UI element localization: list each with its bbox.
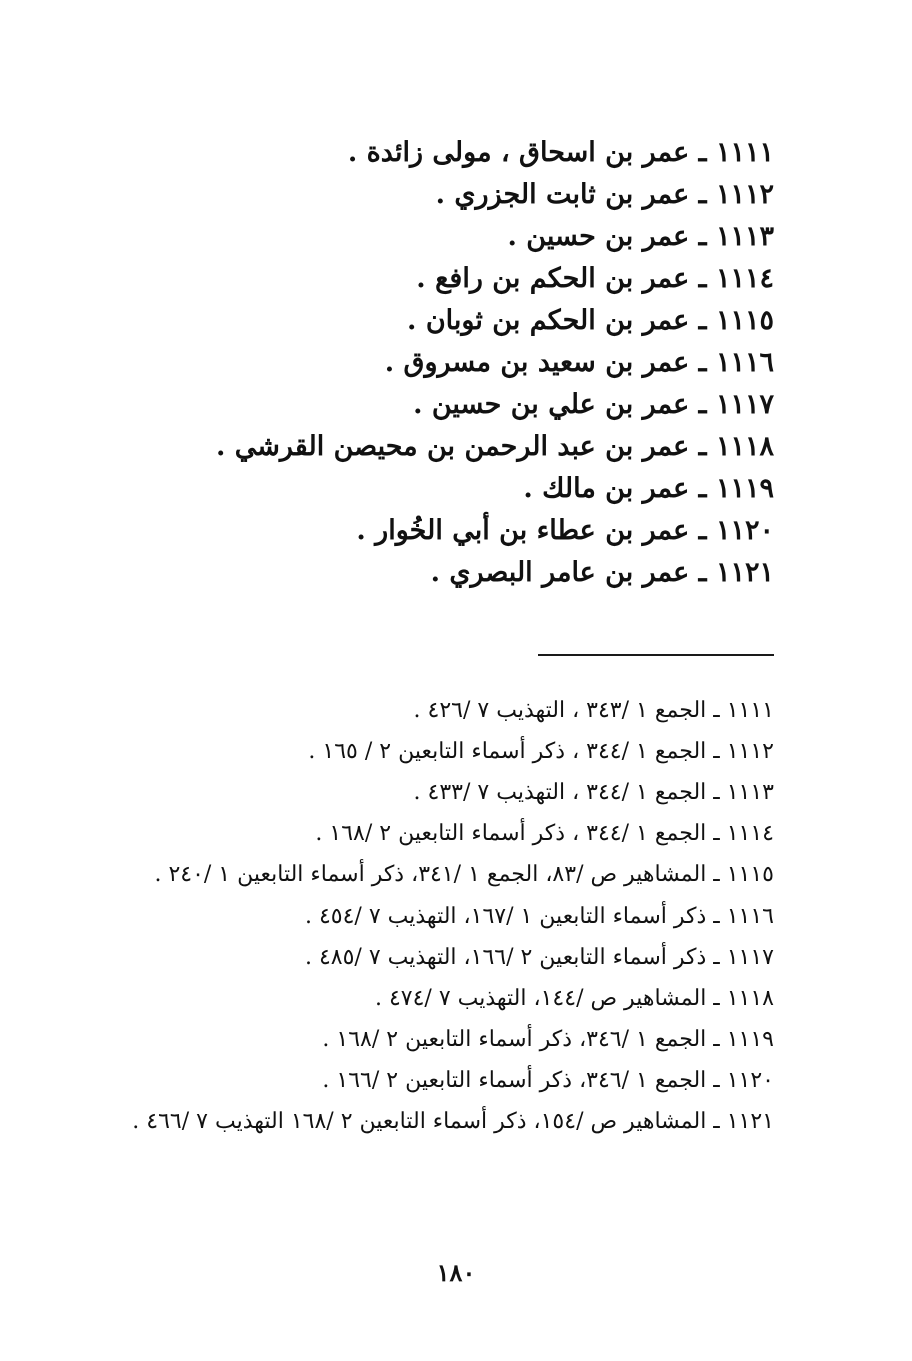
entry-line: ١١٢٠ ـ عمر بن عطاء بن أبي الخُوار . xyxy=(356,515,774,546)
footnote-line: ١١١٩ ـ الجمع ١ /٣٤٦، ذكر أسماء التابعين ٢ /١٦٨ . xyxy=(322,1027,774,1052)
entry-line: ١١١٢ ـ عمر بن ثابت الجزري . xyxy=(435,179,774,210)
entry-line: ١١٢١ ـ عمر بن عامر البصري . xyxy=(430,557,774,588)
entry-line: ١١١٣ ـ عمر بن حسين . xyxy=(507,221,774,252)
entry-line: ١١١٦ ـ عمر بن سعيد بن مسروق . xyxy=(384,347,774,378)
footnote-line: ١١١٨ ـ المشاهير ص /١٤٤، التهذيب ٧ /٤٧٤ . xyxy=(374,986,774,1011)
footnote-line: ١١١٤ ـ الجمع ١ /٣٤٤ ، ذكر أسماء التابعين ٢ /١٦٨ . xyxy=(315,821,774,846)
entry-line: ١١١٤ ـ عمر بن الحكم بن رافع . xyxy=(416,263,774,294)
entry-line: ١١١٧ ـ عمر بن علي بن حسين . xyxy=(413,389,774,420)
page-number: ١٨٠ xyxy=(436,1258,476,1287)
entry-line: ١١١٨ ـ عمر بن عبد الرحمن بن محيصن القرشي . xyxy=(215,431,774,462)
footnote-line: ١١١٧ ـ ذكر أسماء التابعين ٢ /١٦٦، التهذيب ٧ /٤٨٥ . xyxy=(304,945,774,970)
footnote-line: ١١١١ ـ الجمع ١ /٣٤٣ ، التهذيب ٧ /٤٢٦ . xyxy=(413,698,774,723)
entry-line: ١١١٥ ـ عمر بن الحكم بن ثوبان . xyxy=(407,305,774,336)
footnote-line: ١١٢١ ـ المشاهير ص /١٥٤، ذكر أسماء التابعين ٢ /١٦٨ التهذيب ٧ /٤٦٦ . xyxy=(132,1109,774,1134)
footnote-separator xyxy=(538,654,774,656)
footnote-line: ١١١٦ ـ ذكر أسماء التابعين ١ /١٦٧، التهذيب ٧ /٤٥٤ . xyxy=(304,904,774,929)
footnote-line: ١١١٣ ـ الجمع ١ /٣٤٤ ، التهذيب ٧ /٤٣٣ . xyxy=(413,780,774,805)
entry-line: ١١١٩ ـ عمر بن مالك . xyxy=(523,473,774,504)
footnote-line: ١١١٢ ـ الجمع ١ /٣٤٤ ، ذكر أسماء التابعين ٢ / ١٦٥ . xyxy=(308,739,774,764)
footnote-line: ١١١٥ ـ المشاهير ص /٨٣، الجمع ١ /٣٤١، ذكر أسماء التابعين ١ /٢٤٠ . xyxy=(154,862,774,887)
entries-list xyxy=(174,132,774,594)
entry-line: ١١١١ ـ عمر بن اسحاق ، مولى زائدة . xyxy=(347,137,774,168)
footnotes-list xyxy=(84,690,774,1142)
footnote-line: ١١٢٠ ـ الجمع ١ /٣٤٦، ذكر أسماء التابعين ٢ /١٦٦ . xyxy=(322,1068,774,1093)
